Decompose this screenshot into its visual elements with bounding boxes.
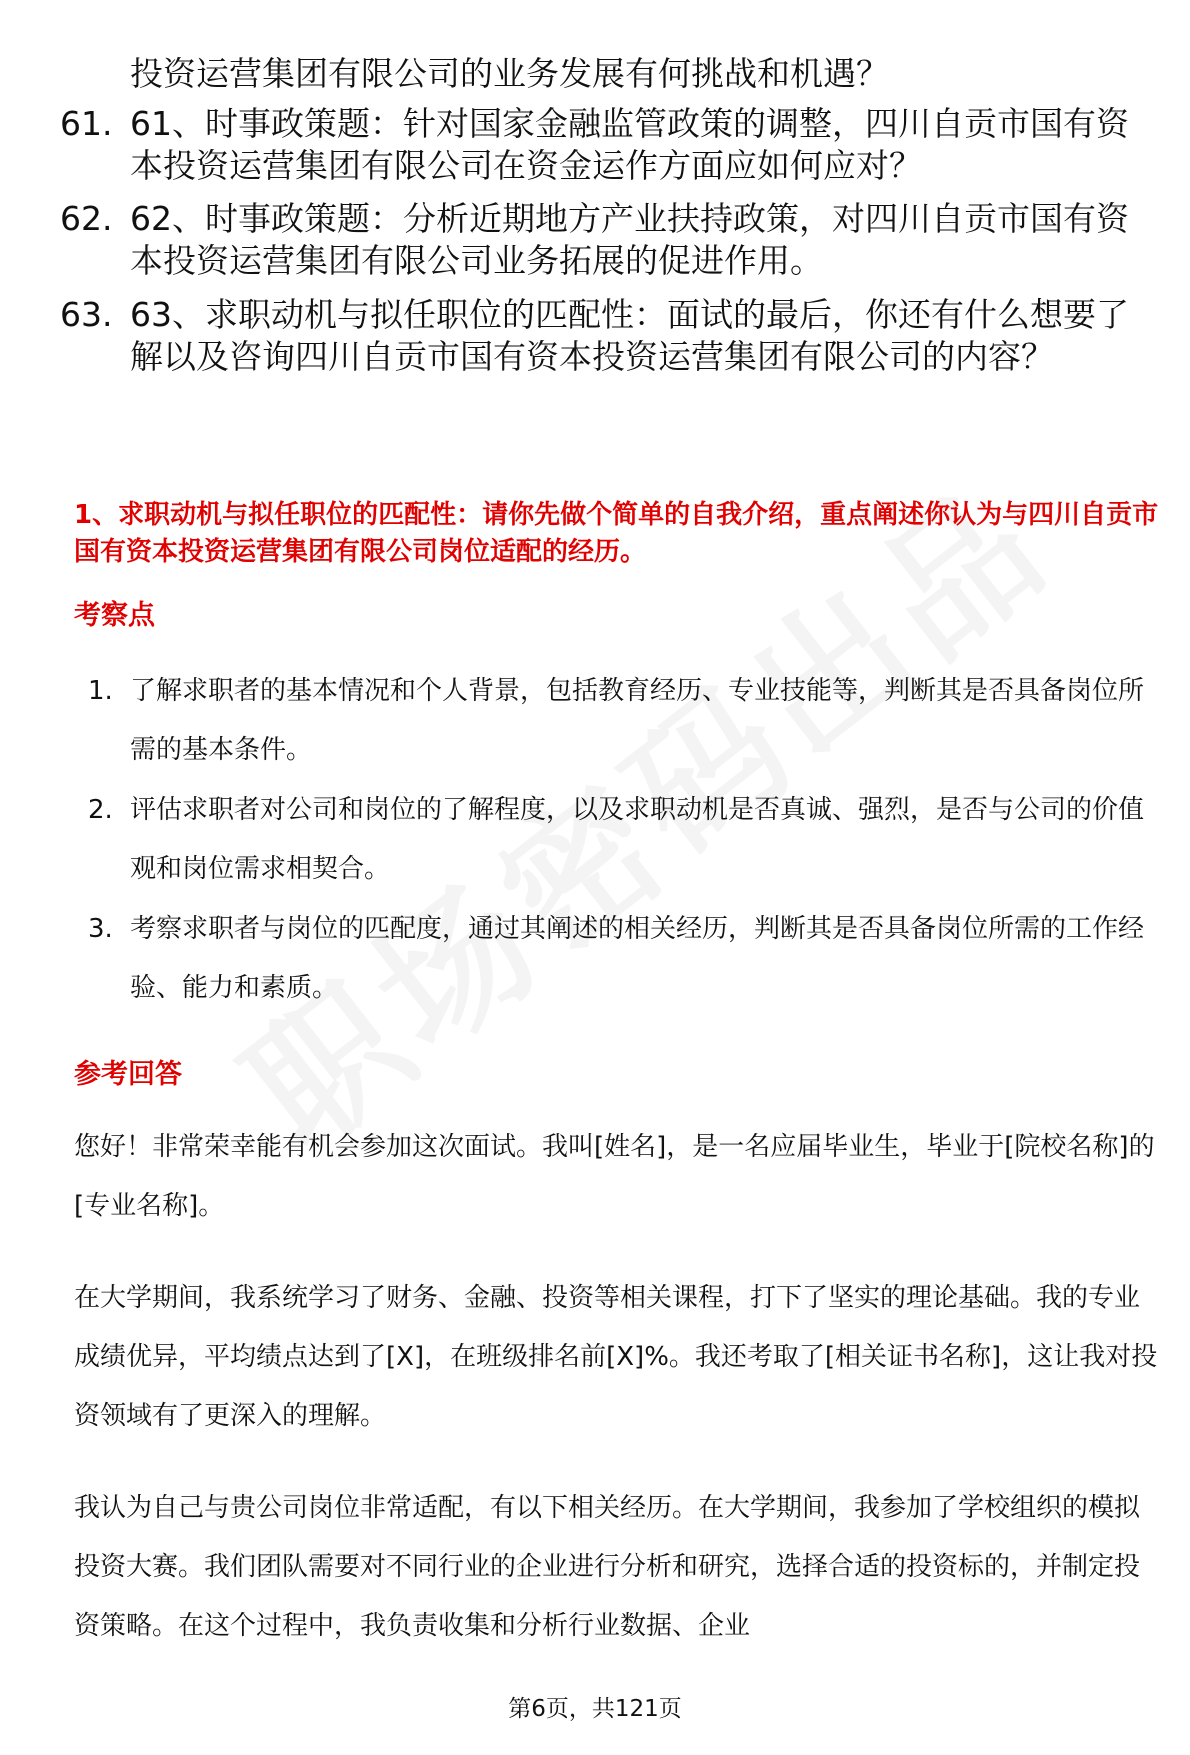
checkpoints-label: 考察点 bbox=[74, 600, 155, 631]
answer-heading: 1、求职动机与拟任职位的匹配性：请你先做个简单的自我介绍，重点阐述你认为与四川自贡市国有资本投资运营集团有限公司岗位适配的经历。 bbox=[74, 500, 1159, 567]
checkpoint-text: 评估求职者对公司和岗位的了解程度，以及求职动机是否真诚、强烈，是否与公司的价值观和岗位需求相契合。 bbox=[130, 795, 1145, 884]
reference-answer-label: 参考回答 bbox=[74, 1059, 182, 1090]
checkpoint-item bbox=[74, 781, 1164, 899]
answer-paragraph: 您好！非常荣幸能有机会参加这次面试。我叫[姓名]，是一名应届毕业生，毕业于[院校名称]的[专业名称]。 bbox=[74, 1132, 1155, 1221]
question-item-62 bbox=[60, 198, 1160, 282]
checkpoint-text: 考察求职者与岗位的匹配度，通过其阐述的相关经历，判断其是否具备岗位所需的工作经验、能力和素质。 bbox=[130, 914, 1145, 1003]
continued-question-line: 投资运营集团有限公司的业务发展有何挑战和机遇？ bbox=[130, 54, 889, 93]
question-number: 63. bbox=[60, 295, 113, 334]
question-text: 61、时事政策题：针对国家金融监管政策的调整，四川自贡市国有资本投资运营集团有限公司在资金运作方面应如何应对？ bbox=[130, 104, 1129, 185]
checkpoint-number: 1. bbox=[88, 676, 113, 706]
question-number: 61. bbox=[60, 104, 113, 143]
question-item-61 bbox=[60, 103, 1160, 187]
checkpoint-item bbox=[74, 662, 1164, 780]
checkpoint-text: 了解求职者的基本情况和个人背景，包括教育经历、专业技能等，判断其是否具备岗位所需的基本条件。 bbox=[130, 676, 1145, 765]
question-text: 63、求职动机与拟任职位的匹配性：面试的最后，你还有什么想要了解以及咨询四川自贡市国有资本投资运营集团有限公司的内容？ bbox=[130, 295, 1129, 376]
checkpoint-number: 3. bbox=[88, 914, 113, 944]
answer-paragraph: 在大学期间，我系统学习了财务、金融、投资等相关课程，打下了坚实的理论基础。我的专业成绩优异，平均绩点达到了[X]，在班级排名前[X]%。我还考取了[相关证书名称]，这让我对投资领域有了更深入的理解。 bbox=[74, 1283, 1158, 1431]
checkpoint-item bbox=[74, 900, 1164, 1018]
answer-paragraph: 我认为自己与贵公司岗位非常适配，有以下相关经历。在大学期间，我参加了学校组织的模拟投资大赛。我们团队需要对不同行业的企业进行分析和研究，选择合适的投资标的，并制定投资策略。在这个过程中，我负责收集和分析行业数据、企业 bbox=[74, 1493, 1141, 1641]
page-footer: 第6页，共121页 bbox=[508, 1696, 682, 1722]
question-item-63 bbox=[60, 294, 1160, 378]
question-number: 62. bbox=[60, 199, 113, 238]
question-text: 62、时事政策题：分析近期地方产业扶持政策，对四川自贡市国有资本投资运营集团有限公司业务拓展的促进作用。 bbox=[130, 199, 1129, 280]
checkpoint-number: 2. bbox=[88, 795, 113, 825]
